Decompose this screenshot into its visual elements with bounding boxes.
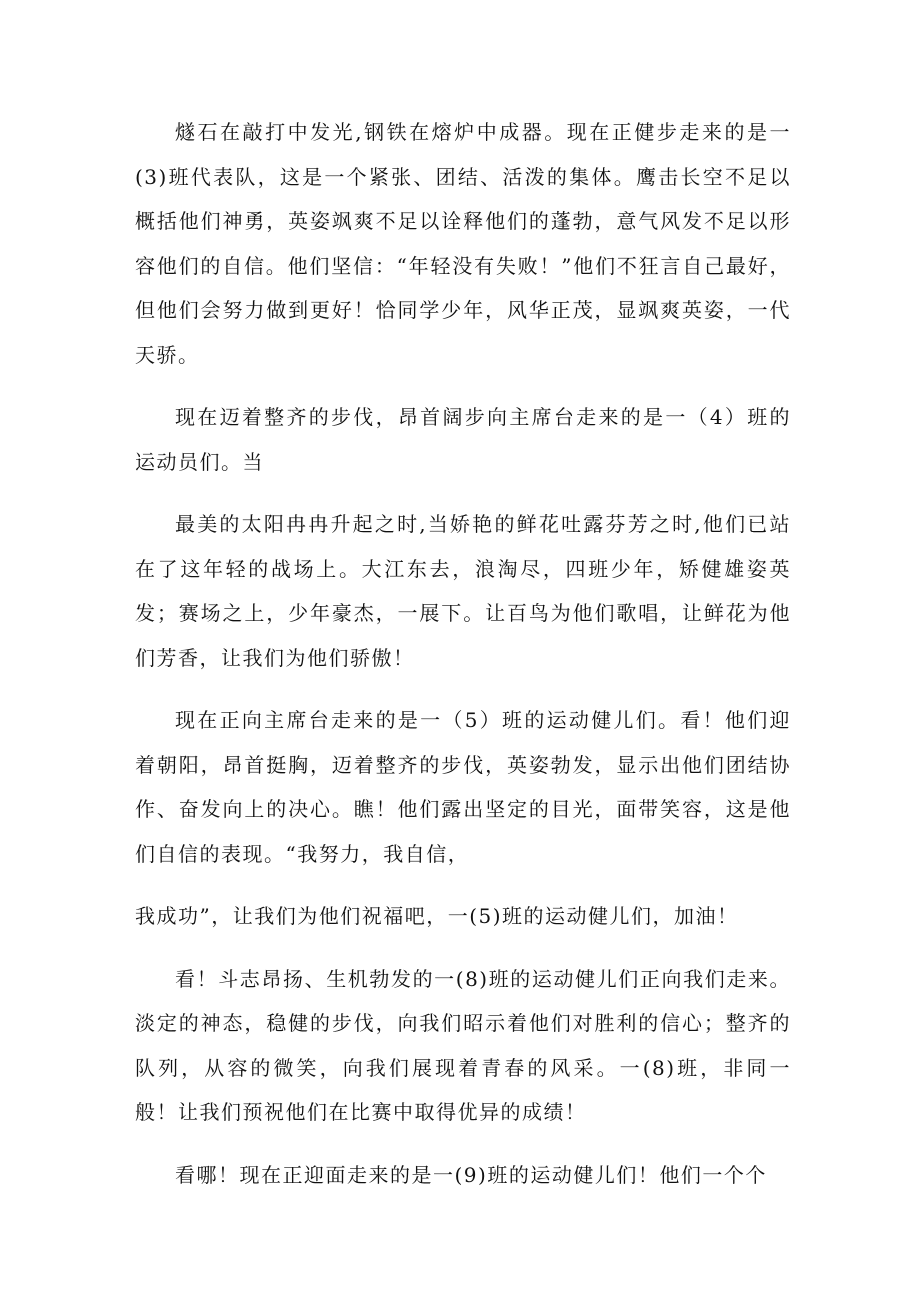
paragraph-class-4-body: 最美的太阳冉冉升起之时,当娇艳的鲜花吐露芬芳之时,他们已站在了这年轻的战场上。大江东去，浪淘尽，四班少年，矫健雄姿英发；赛场之上，少年豪杰，一展下。让百鸟为他们歌唱，让鲜花为他们芳香，让我们为他们骄傲！ [135,512,791,670]
paragraph-class-3: 燧石在敲打中发光,钢铁在熔炉中成器。现在正健步走来的是一(3)班代表队，这是一个紧张、团结、活泼的集体。鹰击长空不足以概括他们神勇，英姿飒爽不足以诠释他们的蓬勃，意气风发不足以形容他们的自信。他们坚信：“年轻没有失败！”他们不狂言自己最好，但他们会努力做到更好！恰同学少年，风华正茂，显飒爽英姿，一代天骄。 [135,120,791,367]
paragraph-class-5: 现在正向主席台走来的是一（5）班的运动健儿们。看！他们迎着朝阳，昂首挺胸，迈着整齐的步伐，英姿勃发，显示出他们团结协作、奋发向上的决心。瞧！他们露出坚定的目光，面带笑容，这是他们自信的表现。“我努力，我自信， [135,708,791,866]
paragraph-class-5-cheer: 我成功”，让我们为他们祝福吧，一(5)班的运动健儿们，加油！ [135,904,739,928]
paragraph-class-9: 看哪！现在正迎面走来的是一(9)班的运动健儿们！他们一个个 [175,1162,767,1187]
document-body [135,110,791,1215]
paragraph-class-4-intro: 现在迈着整齐的步伐，昂首阔步向主席台走来的是一（4）班的运动员们。当 [135,405,791,474]
paragraph-class-8: 看！斗志昂扬、生机勃发的一(8)班的运动健儿们正向我们走来。淡定的神态，稳健的步伐，向我们昭示着他们对胜利的信心；整齐的队列，从容的微笑，向我们展现着青春的风采。一(8)班，非同一般！让我们预祝他们在比赛中取得优异的成绩！ [135,966,791,1124]
